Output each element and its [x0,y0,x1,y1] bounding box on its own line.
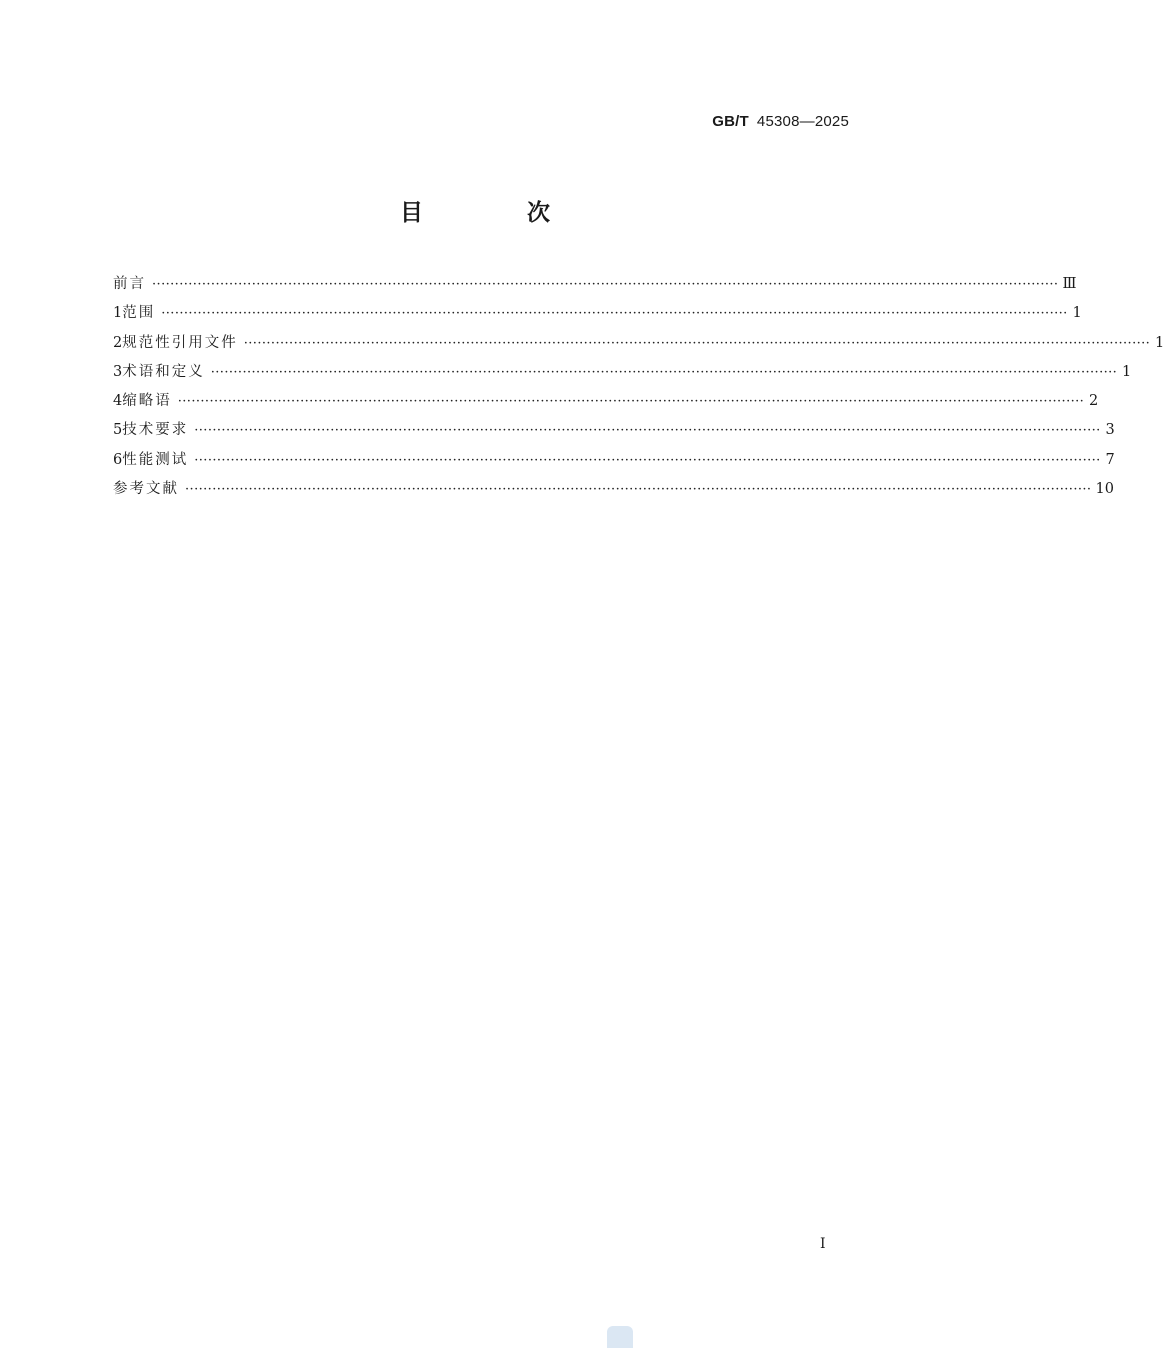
toc-entry-technical-requirements[interactable] [113,420,1115,449]
toc-entry-label: 参考文献 [113,481,179,498]
toc-entry-page: 1 [1121,363,1132,380]
toc-entry-number: 5 [113,422,123,439]
toc-entry-number: 2 [113,334,123,351]
toc-entry-label: 术语和定义 [122,363,205,380]
toc-entry-number: 3 [113,363,123,380]
toc-leader-dots: ········································································································································································································ [243,335,1151,351]
standard-number [712,113,849,130]
table-of-contents [113,274,1164,508]
standard-code: 45308—2025 [756,113,849,130]
toc-entry-foreword[interactable] [113,274,1077,303]
toc-entry-performance-test[interactable] [113,450,1115,479]
toc-entry-terms-definitions[interactable] [113,362,1132,391]
toc-leader-dots: ········································································································································································································ [177,394,1085,410]
toc-leader-dots: ········································································································································································································ [194,423,1101,439]
toc-entry-number: 1 [113,305,123,322]
toc-entry-page: 10 [1095,481,1114,498]
watermark-logo [607,1326,633,1348]
toc-leader-dots: ········································································································································································································ [194,452,1101,468]
toc-entry-abbreviations[interactable] [113,391,1099,420]
toc-entry-bibliography[interactable] [113,479,1114,508]
toc-leader-dots: ········································································································································································································ [210,364,1118,380]
toc-entry-page: 1 [1154,334,1164,351]
toc-title: 目 次 [399,200,598,226]
toc-entry-label: 规范性引用文件 [122,334,238,351]
toc-entry-number: 6 [113,451,123,468]
toc-entry-page: 7 [1105,451,1115,468]
toc-entry-scope[interactable] [113,303,1082,332]
toc-leader-dots: ········································································································································································································ [152,277,1059,292]
toc-entry-page: 2 [1088,393,1099,410]
toc-entry-label: 缩略语 [122,393,172,410]
toc-entry-label: 性能测试 [122,451,189,468]
toc-entry-page: Ⅲ [1062,276,1077,292]
page-number: I [820,1236,826,1252]
standard-prefix: GB/T [712,113,749,130]
toc-entry-number: 4 [113,393,123,410]
toc-entry-label: 范围 [122,305,156,322]
toc-entry-normative-references[interactable] [113,333,1164,362]
toc-entry-page: 3 [1105,422,1115,439]
toc-entry-label: 前言 [113,276,146,292]
toc-entry-page: 1 [1072,305,1082,322]
toc-leader-dots: ········································································································································································································ [185,482,1092,498]
toc-leader-dots: ········································································································································································································ [161,306,1068,322]
toc-entry-label: 技术要求 [122,422,189,439]
